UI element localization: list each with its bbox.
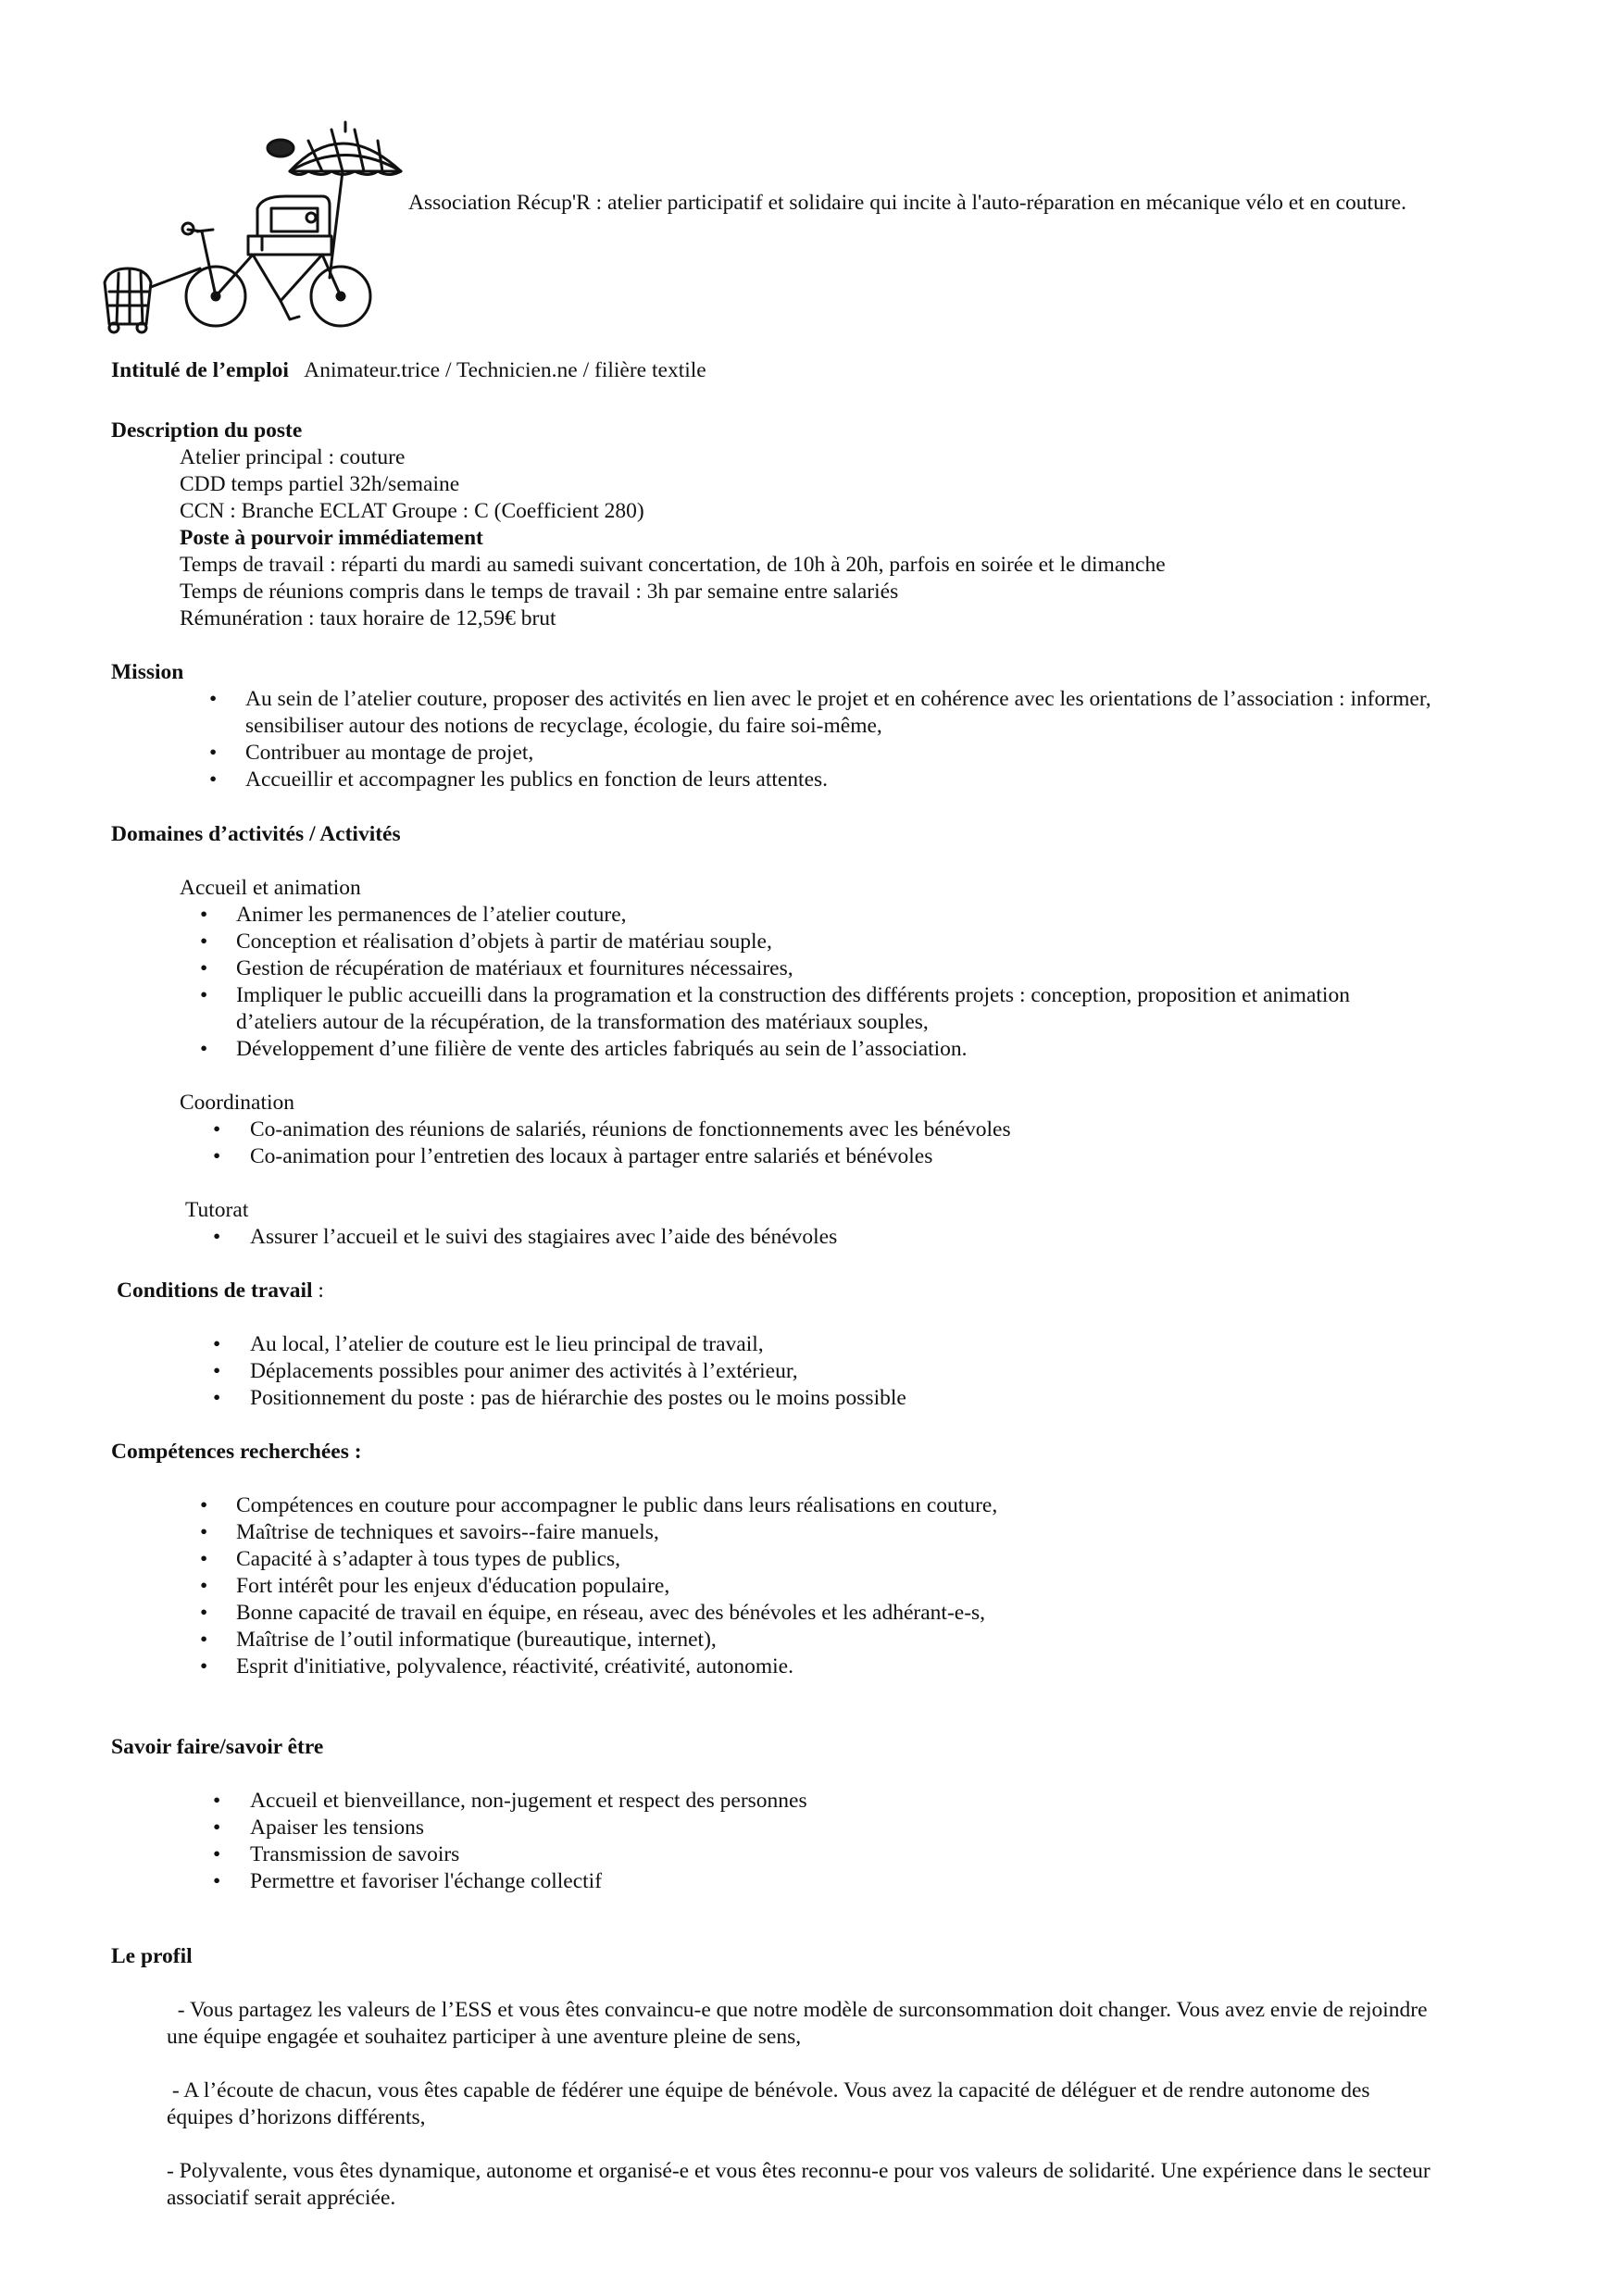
bullet-icon: •	[200, 1628, 208, 1652]
profil-paragraph-line: associatif serait appréciée.	[167, 2186, 396, 2210]
profil-paragraph-line: équipes d’horizons différents,	[167, 2105, 426, 2129]
description-line: Temps de travail : réparti du mardi au samedi suivant concertation, de 10h à 20h, parfois en soirée et le dimanche	[180, 553, 1166, 577]
coordination-item: Co-animation pour l’entretien des locaux à partager entre salariés et bénévoles	[250, 1144, 933, 1168]
description-line: CDD temps partiel 32h/semaine	[180, 472, 460, 496]
conditions-item: Positionnement du poste : pas de hiérarchie des postes ou le moins possible	[250, 1386, 906, 1410]
conditions-heading-text: Conditions de travail	[117, 1279, 313, 1303]
section-heading-mission: Mission	[111, 660, 184, 684]
bullet-icon: •	[200, 1520, 208, 1544]
job-title-line	[111, 357, 706, 384]
bullet-icon: •	[200, 930, 208, 954]
bullet-icon: •	[213, 1117, 221, 1142]
conditions-heading-suffix: :	[312, 1279, 324, 1303]
mission-item-continued: sensibiliser autour des notions de recyclage, écologie, du faire soi-même,	[245, 714, 882, 738]
bullet-icon: •	[200, 1493, 208, 1517]
savoir-item: Apaiser les tensions	[250, 1816, 424, 1840]
competence-item: Maîtrise de l’outil informatique (bureautique, internet),	[236, 1628, 717, 1652]
accueil-item: Impliquer le public accueilli dans la programation et la construction des différents projets : conception, proposition et animation	[236, 983, 1350, 1007]
profil-paragraph-line: - Vous partagez les valeurs de l’ESS et vous êtes convaincu-e que notre modèle de surconsommation doit changer. Vous avez envie de rejoindre	[167, 1998, 1428, 2022]
accueil-item: Conception et réalisation d’objets à partir de matériau souple,	[236, 930, 772, 954]
mission-item: Au sein de l’atelier couture, proposer des activités en lien avec le projet et en cohérence avec les orientations de l’association : informer,	[245, 687, 1431, 711]
accueil-item-continued: d’ateliers autour de la récupération, de la transformation des matériaux souples,	[236, 1010, 929, 1034]
savoir-item: Permettre et favoriser l'échange collectif	[250, 1869, 603, 1893]
bullet-icon: •	[213, 1386, 221, 1410]
bicycle-sewing-machine-umbrella-logo	[100, 120, 406, 335]
job-title-value: Animateur.trice / Technicien.ne / filière textile	[304, 358, 706, 382]
bullet-icon: •	[200, 1601, 208, 1625]
accueil-item: Gestion de récupération de matériaux et fournitures nécessaires,	[236, 956, 793, 980]
subsection-label-accueil: Accueil et animation	[180, 876, 361, 900]
section-heading-profil: Le profil	[111, 1944, 193, 1968]
profil-paragraph-line: une équipe engagée et souhaitez participer à une aventure pleine de sens,	[167, 2025, 802, 2049]
bullet-icon: •	[213, 1144, 221, 1168]
bullet-icon: •	[213, 1359, 221, 1383]
competence-item: Compétences en couture pour accompagner le public dans leurs réalisations en couture,	[236, 1493, 998, 1517]
bullet-icon: •	[213, 1869, 221, 1893]
bullet-icon: •	[200, 903, 208, 927]
mission-item: Contribuer au montage de projet,	[245, 741, 534, 765]
section-heading-domaines: Domaines d’activités / Activités	[111, 822, 401, 846]
bullet-icon: •	[209, 767, 218, 792]
description-line: Atelier principal : couture	[180, 445, 406, 469]
bullet-icon: •	[200, 1654, 208, 1678]
bullet-icon: •	[200, 1547, 208, 1571]
competence-item: Bonne capacité de travail en équipe, en réseau, avec des bénévoles et les adhérant-e-s,	[236, 1601, 986, 1625]
bullet-icon: •	[209, 687, 218, 711]
description-line: Temps de réunions compris dans le temps de travail : 3h par semaine entre salariés	[180, 580, 899, 604]
mission-item: Accueillir et accompagner les publics en fonction de leurs attentes.	[245, 767, 829, 792]
conditions-item: Déplacements possibles pour animer des activités à l’extérieur,	[250, 1359, 798, 1383]
bullet-icon: •	[213, 1842, 221, 1866]
profil-paragraph-line: - Polyvalente, vous êtes dynamique, autonome et organisé-e et vous êtes reconnu-e pour vos valeurs de solidarité. Une expérience dans le secteur	[167, 2159, 1430, 2183]
bullet-icon: •	[213, 1225, 221, 1249]
coordination-item: Co-animation des réunions de salariés, réunions de fonctionnements avec les bénévoles	[250, 1117, 1011, 1142]
competence-item: Capacité à s’adapter à tous types de publics,	[236, 1547, 621, 1571]
competence-item: Maîtrise de techniques et savoirs--faire manuels,	[236, 1520, 659, 1544]
subsection-label-tutorat: Tutorat	[185, 1198, 249, 1222]
bullet-icon: •	[213, 1332, 221, 1356]
bullet-icon: •	[213, 1789, 221, 1813]
job-title-label: Intitulé de l’emploi	[111, 358, 289, 382]
bullet-icon: •	[200, 1574, 208, 1598]
section-heading-competences: Compétences recherchées :	[111, 1440, 362, 1464]
section-heading-savoir: Savoir faire/savoir être	[111, 1735, 324, 1759]
bullet-icon: •	[200, 1037, 208, 1061]
bullet-icon: •	[200, 983, 208, 1007]
description-line: CCN : Branche ECLAT Groupe : C (Coefficient 280)	[180, 499, 644, 523]
section-heading-conditions	[117, 1278, 324, 1304]
competence-item: Fort intérêt pour les enjeux d'éducation populaire,	[236, 1574, 670, 1598]
description-line-highlight: Poste à pourvoir immédiatement	[180, 526, 483, 550]
bullet-icon: •	[209, 741, 218, 765]
description-line: Rémunération : taux horaire de 12,59€ brut	[180, 606, 556, 630]
section-heading-description: Description du poste	[111, 418, 303, 443]
competence-item: Esprit d'initiative, polyvalence, réactivité, créativité, autonomie.	[236, 1654, 793, 1678]
tutorat-item: Assurer l’accueil et le suivi des stagiaires avec l’aide des bénévoles	[250, 1225, 838, 1249]
subsection-label-coordination: Coordination	[180, 1091, 295, 1115]
bullet-icon: •	[200, 956, 208, 980]
savoir-item: Accueil et bienveillance, non-jugement et respect des personnes	[250, 1789, 807, 1813]
conditions-item: Au local, l’atelier de couture est le lieu principal de travail,	[250, 1332, 764, 1356]
association-tagline: Association Récup'R : atelier participatif et solidaire qui incite à l'auto-réparation en mécanique vélo et en couture.	[408, 191, 1406, 215]
savoir-item: Transmission de savoirs	[250, 1842, 460, 1866]
profil-paragraph-line: - A l’écoute de chacun, vous êtes capable de fédérer une équipe de bénévole. Vous avez la capacité de déléguer et de rendre autonome des	[167, 2078, 1370, 2103]
accueil-item: Développement d’une filière de vente des articles fabriqués au sein de l’association.	[236, 1037, 968, 1061]
accueil-item: Animer les permanences de l’atelier couture,	[236, 903, 627, 927]
bullet-icon: •	[213, 1816, 221, 1840]
